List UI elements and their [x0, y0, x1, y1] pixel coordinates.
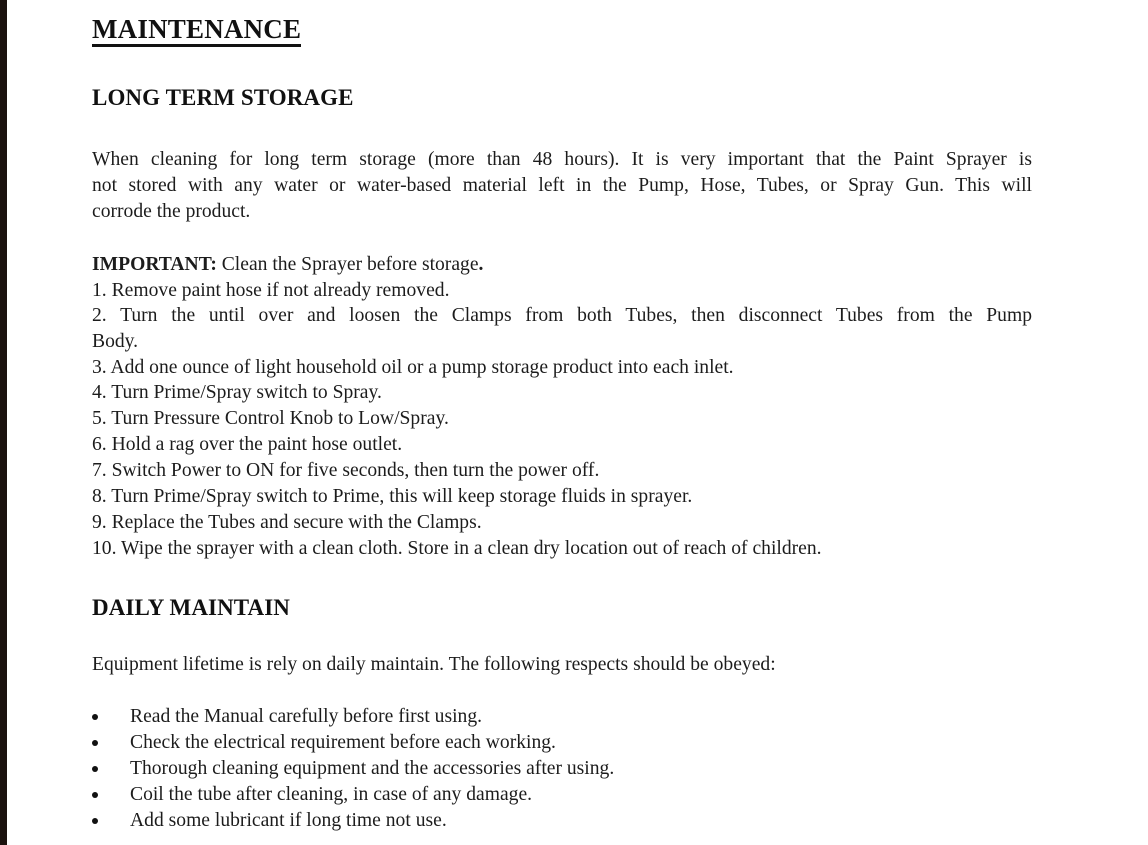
storage-step-8: 8. Turn Prime/Spray switch to Prime, this will keep storage fluids in sprayer. — [92, 486, 693, 507]
list-item-text: Add some lubricant if long time not use. — [130, 810, 447, 831]
list-item-text: Coil the tube after cleaning, in case of any damage. — [130, 784, 533, 805]
section-heading-daily-maintain: DAILY MAINTAIN — [92, 595, 290, 620]
bullet-icon — [92, 766, 98, 772]
bullet-icon — [92, 740, 98, 746]
bullet-icon — [92, 714, 98, 720]
intro-line-2: not stored with any water or water-based material left in the Pump, Hose, Tubes, or Spray Gun. This will — [92, 175, 1032, 196]
page-edge-bar — [0, 0, 7, 845]
storage-step-1: 1. Remove paint hose if not already removed. — [92, 280, 450, 301]
important-label: IMPORTANT: — [92, 254, 217, 275]
important-end: . — [478, 254, 484, 275]
storage-step-10: 10. Wipe the sprayer with a clean cloth. Store in a clean dry location out of reach of children. — [92, 538, 822, 559]
page-title: MAINTENANCE — [92, 14, 301, 47]
intro-line-1: When cleaning for long term storage (more than 48 hours). It is very important that the Paint Sprayer is — [92, 149, 1032, 170]
storage-step-2: 2. Turn the until over and loosen the Clamps from both Tubes, then disconnect Tubes from the Pump — [92, 305, 1032, 326]
storage-step-2-cont: Body. — [92, 331, 139, 352]
bullet-icon — [92, 818, 98, 824]
list-item-text: Read the Manual carefully before first using. — [130, 706, 483, 727]
storage-step-9: 9. Replace the Tubes and secure with the Clamps. — [92, 512, 482, 533]
storage-step-7: 7. Switch Power to ON for five seconds, then turn the power off. — [92, 460, 600, 481]
section-heading-long-term-storage: LONG TERM STORAGE — [92, 85, 354, 110]
storage-step-5: 5. Turn Pressure Control Knob to Low/Spray. — [92, 408, 449, 429]
intro-line-3: corrode the product. — [92, 201, 251, 222]
bullet-icon — [92, 792, 98, 798]
list-item-text: Check the electrical requirement before each working. — [130, 732, 556, 753]
storage-step-4: 4. Turn Prime/Spray switch to Spray. — [92, 382, 382, 403]
storage-step-6: 6. Hold a rag over the paint hose outlet. — [92, 434, 403, 455]
daily-intro: Equipment lifetime is rely on daily maintain. The following respects should be obeyed: — [92, 654, 776, 675]
important-text: Clean the Sprayer before storage — [216, 254, 479, 275]
important-note — [92, 252, 483, 278]
list-item-text: Thorough cleaning equipment and the accessories after using. — [130, 758, 615, 779]
storage-step-3: 3. Add one ounce of light household oil or a pump storage product into each inlet. — [92, 357, 734, 378]
